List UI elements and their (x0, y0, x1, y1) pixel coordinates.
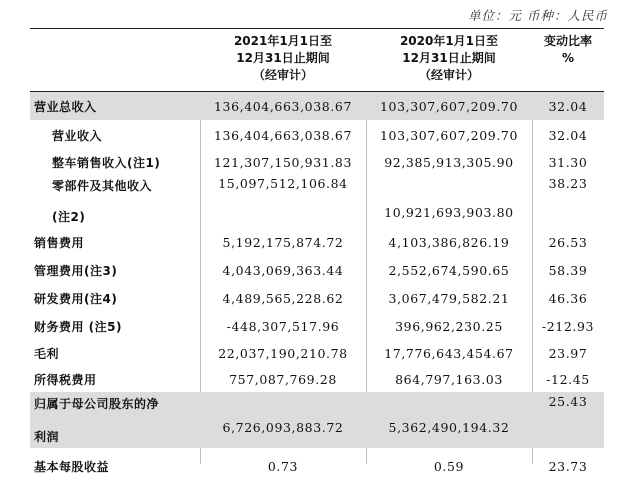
value-2021: 757,087,769.28 (229, 371, 337, 387)
value-2021-text: 6,726,093,883.72 (222, 419, 344, 435)
table-row (30, 228, 604, 256)
change-ratio: 23.97 (548, 345, 588, 361)
value-2021-text: 15,097,512,106.84 (218, 176, 348, 191)
row-label: 营业总收入 (34, 99, 97, 114)
table-row (30, 256, 604, 284)
value-2021: 0.73 (267, 458, 299, 474)
change-ratio (532, 392, 604, 448)
value-2021 (200, 392, 366, 448)
value-2021: 4,489,565,228.62 (222, 290, 344, 306)
header-2020-line2: 12月31日止期间 (402, 51, 496, 65)
value-2021 (200, 174, 366, 228)
row-label-line2: (注2) (52, 210, 86, 224)
row-label-line2: 利润 (34, 430, 60, 444)
header-change-unit: % (561, 51, 575, 65)
table-row (30, 448, 604, 481)
row-label (30, 174, 200, 228)
change-ratio: 32.04 (548, 127, 588, 143)
change-ratio: -212.93 (541, 318, 595, 334)
change-ratio: -12.45 (546, 371, 590, 387)
value-2021: 22,037,190,210.78 (218, 345, 348, 361)
table-row (30, 174, 604, 228)
change-ratio: 58.39 (548, 262, 588, 278)
row-label: 整车销售收入(注1) (52, 155, 161, 170)
row-label: 营业收入 (52, 128, 103, 143)
row-label: 毛利 (34, 346, 60, 361)
row-label: 基本每股收益 (34, 459, 110, 474)
change-ratio-text: 25.43 (548, 394, 588, 409)
row-label (30, 392, 200, 448)
row-label: 所得税费用 (34, 372, 97, 387)
value-2020 (366, 392, 532, 448)
value-2020: 864,797,163.03 (395, 371, 503, 387)
table-row (30, 340, 604, 366)
value-2020: 92,385,913,305.90 (384, 154, 514, 170)
value-2021: -448,307,517.96 (226, 318, 340, 334)
unit-currency-note: 单位：元 币种：人民币 (468, 8, 608, 23)
value-2020 (366, 174, 532, 228)
header-period-2020 (366, 29, 532, 91)
financial-summary-table (30, 28, 604, 481)
table-row (30, 366, 604, 392)
header-2021-line1: 2021年1月1日至 (233, 34, 333, 48)
table-row (30, 150, 604, 174)
change-ratio: 32.04 (548, 98, 588, 114)
header-2020-line3: （经审计） (418, 68, 479, 82)
table-body (30, 92, 604, 481)
table-row (30, 312, 604, 340)
header-2021-line2: 12月31日止期间 (236, 51, 330, 65)
value-2020: 396,962,230.25 (395, 318, 503, 334)
row-label: 财务费用 (注5) (34, 319, 122, 334)
header-2021-line3: （经审计） (252, 68, 313, 82)
header-change-label: 变动比率 (543, 34, 592, 48)
table-row (30, 284, 604, 312)
table-row (30, 120, 604, 150)
header-blank (30, 29, 200, 91)
value-2021: 121,307,150,931.83 (213, 154, 353, 170)
row-label-line1: 归属于母公司股东的净 (34, 397, 160, 411)
header-period-2021 (200, 29, 366, 91)
value-2020: 3,067,479,582.21 (388, 290, 510, 306)
row-label: 研发费用(注4) (34, 291, 118, 306)
value-2020-text: 5,362,490,194.32 (388, 419, 510, 435)
change-ratio: 46.36 (548, 290, 588, 306)
change-ratio (532, 174, 604, 228)
table-row (30, 392, 604, 448)
value-2020: 103,307,607,209.70 (379, 98, 519, 114)
value-2021: 5,192,175,874.72 (222, 234, 344, 250)
value-2020-text: 10,921,693,903.80 (384, 205, 514, 220)
header-2020-line1: 2020年1月1日至 (399, 34, 499, 48)
value-2021: 4,043,069,363.44 (222, 262, 344, 278)
row-label: 管理费用(注3) (34, 263, 118, 278)
change-ratio: 26.53 (548, 234, 588, 250)
value-2021: 136,404,663,038.67 (213, 98, 353, 114)
row-label-line1: 零部件及其他收入 (52, 179, 153, 193)
table-header (30, 29, 604, 91)
value-2020: 103,307,607,209.70 (379, 127, 519, 143)
table-row (30, 92, 604, 120)
value-2020: 2,552,674,590.65 (388, 262, 510, 278)
value-2020: 4,103,386,826.19 (388, 234, 510, 250)
change-ratio: 23.73 (548, 458, 588, 474)
row-label: 销售费用 (34, 235, 85, 250)
value-2020: 17,776,643,454.67 (384, 345, 514, 361)
value-2020: 0.59 (433, 458, 465, 474)
value-2021: 136,404,663,038.67 (213, 127, 353, 143)
header-change-ratio (532, 29, 604, 91)
change-ratio: 31.30 (548, 154, 588, 170)
change-ratio-text: 38.23 (548, 176, 588, 191)
